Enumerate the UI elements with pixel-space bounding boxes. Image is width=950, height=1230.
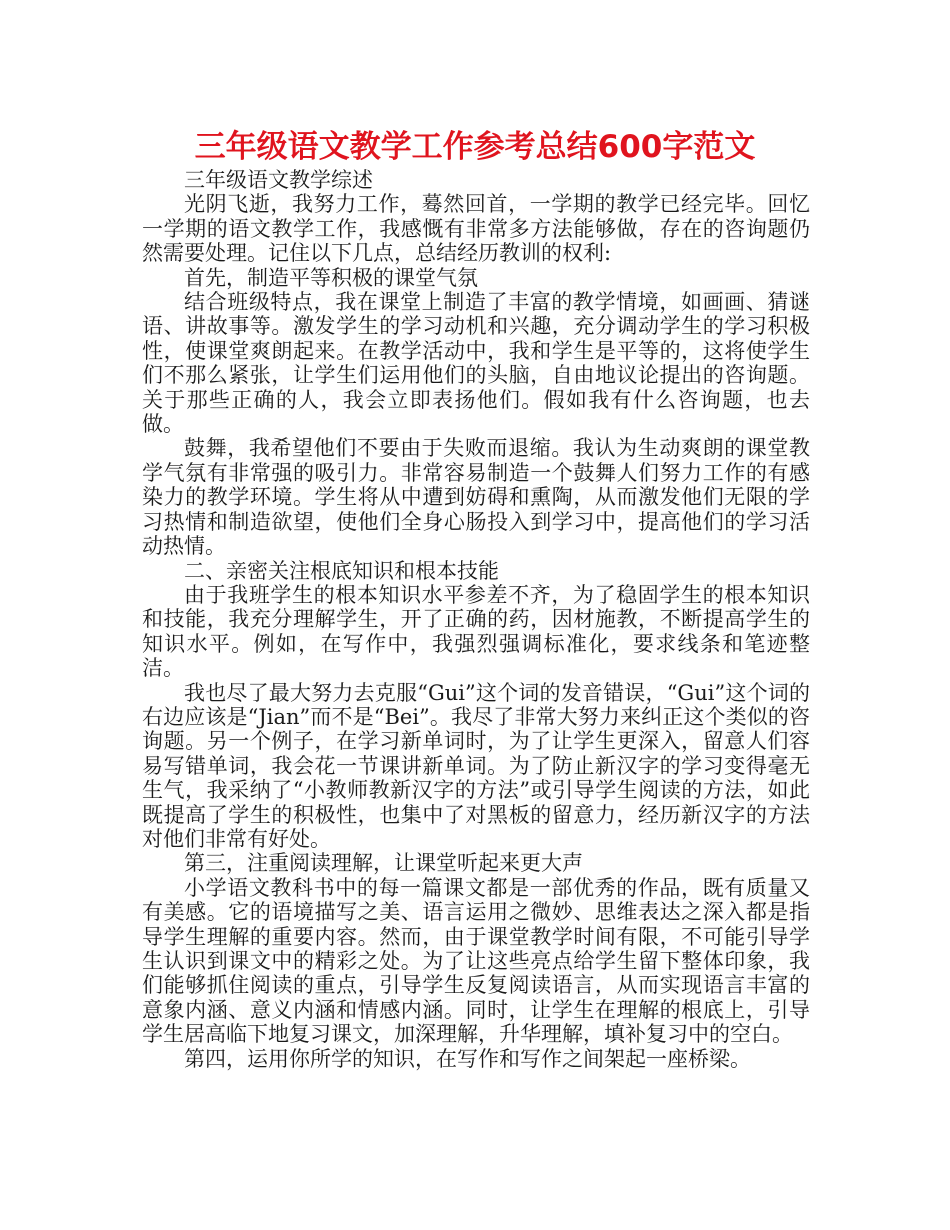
section-heading-4: 第四，运用你所学的知识，在写作和写作之间架起一座桥梁。 xyxy=(184,1046,751,1071)
section-heading-3: 第三，注重阅读理解，让课堂听起来更大声 xyxy=(184,851,583,876)
document-body xyxy=(142,168,810,1071)
paragraph-intro: 光阴飞逝，我努力工作，蓦然回首，一学期的教学已经完毕。回忆一学期的语文教学工作，我感慨有非常多方法能够做，存在的咨询题仍然需要处理。记住以下几点，总结经历教训的权利: xyxy=(142,192,810,266)
paragraph-section-2a: 由于我班学生的根本知识水平参差不齐，为了稳固学生的根本知识和技能，我充分理解学生，开了正确的药，因材施教，不断提高学生的知识水平。例如，在写作中，我强烈强调标准化，要求线条和笔迹整洁。 xyxy=(142,582,810,681)
document-title: 三年级语文教学工作参考总结600字范文 xyxy=(194,129,756,165)
paragraph-section-1a: 结合班级特点，我在课堂上制造了丰富的教学情境，如画画、猜谜语、讲故事等。激发学生的学习动机和兴趣，充分调动学生的学习积极性，使课堂爽朗起来。在教学活动中，我和学生是平等的，这将使学生们不那么紧张，让学生们运用他们的头脑，自由地议论提出的咨询题。关于那些正确的人，我会立即表扬他们。假如我有什么咨询题，也去做。 xyxy=(142,290,810,437)
paragraph-section-2b: 我也尽了最大努力去克服“Gui”这个词的发音错误，“Gui”这个词的右边应该是“Jian”而不是“Bei”。我尽了非常大努力来纠正这个类似的咨询题。另一个例子，在学习新单词时，为了让学生更深入，留意人们容易写错单词，我会花一节课讲新单词。为了防止新汉字的学习变得毫无生气，我采纳了“小教师教新汉字的方法”或引导学生阅读的方法，如此既提高了学生的积极性，也集中了对黑板的留意力，经历新汉字的方法对他们非常有好处。 xyxy=(142,680,810,851)
section-heading-2: 二、亲密关注根底知识和根本技能 xyxy=(184,558,499,583)
section-heading-1: 首先，制造平等积极的课堂气氛 xyxy=(184,265,478,290)
paragraph-heading-summary: 三年级语文教学综述 xyxy=(184,168,373,192)
paragraph-section-3: 小学语文教科书中的每一篇课文都是一部优秀的作品，既有质量又有美感。它的语境描写之美、语言运用之微妙、思维表达之深入都是指导学生理解的重要内容。然而，由于课堂教学时间有限，不可能引导学生认识到课文中的精彩之处。为了让这些亮点给学生留下整体印象，我们能够抓住阅读的重点，引导学生反复阅读语言，从而实现语言丰富的意象内涵、意义内涵和情感内涵。同时，让学生在理解的根底上，引导学生居高临下地复习课文，加深理解，升华理解，填补复习中的空白。 xyxy=(142,875,810,1047)
paragraph-section-1b: 鼓舞，我希望他们不要由于失败而退缩。我认为生动爽朗的课堂教学气氛有非常强的吸引力。非常容易制造一个鼓舞人们努力工作的有感染力的教学环境。学生将从中遭到妨碍和熏陶，从而激发他们无限的学习热情和制造欲望，使他们全身心肠投入到学习中，提高他们的学习活动热情。 xyxy=(142,436,810,559)
